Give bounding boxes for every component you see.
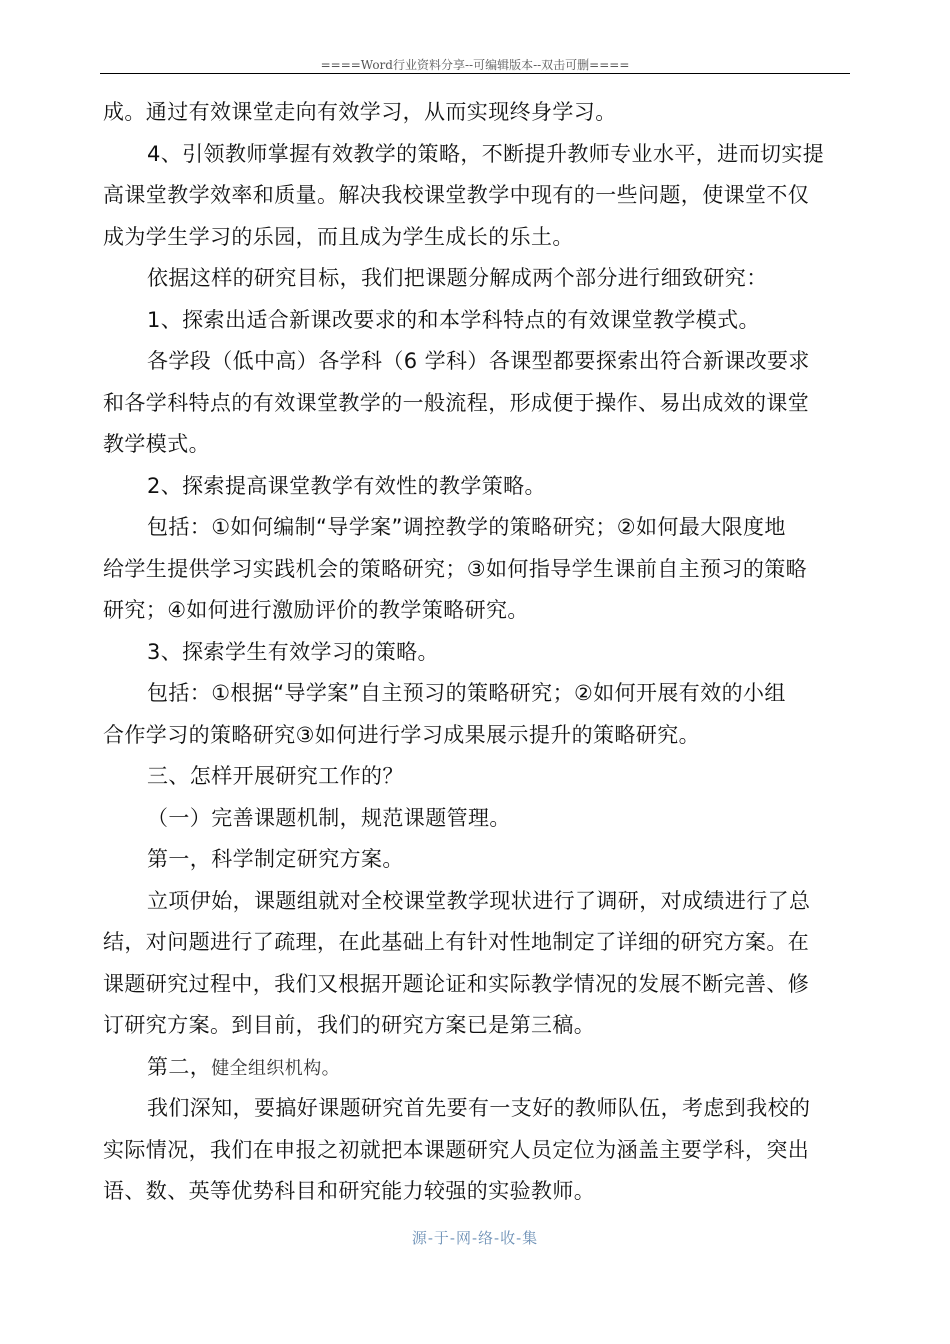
paragraph-line: 结，对问题进行了疏理，在此基础上有针对性地制定了详细的研究方案。在 (103, 930, 810, 954)
paragraph-line: 教学模式。 (103, 432, 210, 456)
subsection-heading: （一）完善课题机制，规范课题管理。 (147, 805, 511, 830)
paragraph-line: 3、探索学生有效学习的策略。 (147, 639, 439, 664)
header-divider (100, 73, 850, 74)
paragraph-line: 第一，科学制定研究方案。 (147, 847, 404, 871)
paragraph-line: 实际情况，我们在申报之初就把本课题研究人员定位为涵盖主要学科，突出 (103, 1137, 810, 1162)
paragraph-line: 订研究方案。到目前，我们的研究方案已是第三稿。 (103, 1013, 596, 1037)
page-footer: 源-于-网-络-收-集 (411, 1229, 539, 1247)
document-body (103, 92, 853, 1213)
line-head: 第二， (147, 1054, 212, 1079)
paragraph-line: 合作学习的策略研究③如何进行学习成果展示提升的策略研究。 (103, 722, 701, 747)
paragraph-line: 我们深知，要搞好课题研究首先要有一支好的教师队伍，考虑到我校的 (147, 1096, 811, 1120)
paragraph-line: 和各学科特点的有效课堂教学的一般流程，形成便于操作、易出成效的课堂 (103, 390, 810, 415)
paragraph-line: 立项伊始，课题组就对全校课堂教学现状进行了调研，对成绩进行了总 (147, 888, 811, 913)
paragraph-line: 包括：①根据“导学案”自主预习的策略研究；②如何开展有效的小组 (147, 681, 786, 705)
paragraph-line: 依据这样的研究目标，我们把课题分解成两个部分进行细致研究： (147, 266, 768, 290)
paragraph-line: 2、探索提高课堂教学有效性的教学策略。 (147, 473, 546, 498)
paragraph-line: 语、数、英等优势科目和研究能力较强的实验教师。 (103, 1179, 596, 1203)
paragraph-line: 研究；④如何进行激励评价的教学策略研究。 (103, 598, 529, 622)
paragraph-line: 成。通过有效课堂走向有效学习，从而实现终身学习。 (103, 100, 617, 124)
paragraph-line: 4、引领教师掌握有效教学的策略，不断提升教师专业水平，进而切实提 (147, 141, 825, 166)
paragraph-line: 包括：①如何编制“导学案”调控教学的策略研究；②如何最大限度地 (147, 515, 786, 539)
section-heading: 三、怎样开展研究工作的？ (147, 764, 404, 788)
page-header: ====Word行业资料分享--可编辑版本--双击可删==== (320, 58, 630, 72)
line-tail: 健全组织机构。 (211, 1057, 341, 1079)
paragraph-line: 高课堂教学效率和质量。解决我校课堂教学中现有的一些问题，使课堂不仅 (103, 183, 810, 207)
paragraph-line: 各学段（低中高）各学科（6 学科）各课型都要探索出符合新课改要求 (147, 349, 810, 373)
paragraph-line: 1、探索出适合新课改要求的和本学科特点的有效课堂教学模式。 (147, 307, 760, 332)
paragraph-line: 成为学生学习的乐园，而且成为学生成长的乐土。 (103, 224, 574, 249)
paragraph-line: 给学生提供学习实践机会的策略研究；③如何指导学生课前自主预习的策略 (103, 556, 808, 581)
paragraph-line-mixed (103, 1047, 853, 1089)
paragraph-line: 课题研究过程中，我们又根据开题论证和实际教学情况的发展不断完善、修 (103, 971, 810, 996)
